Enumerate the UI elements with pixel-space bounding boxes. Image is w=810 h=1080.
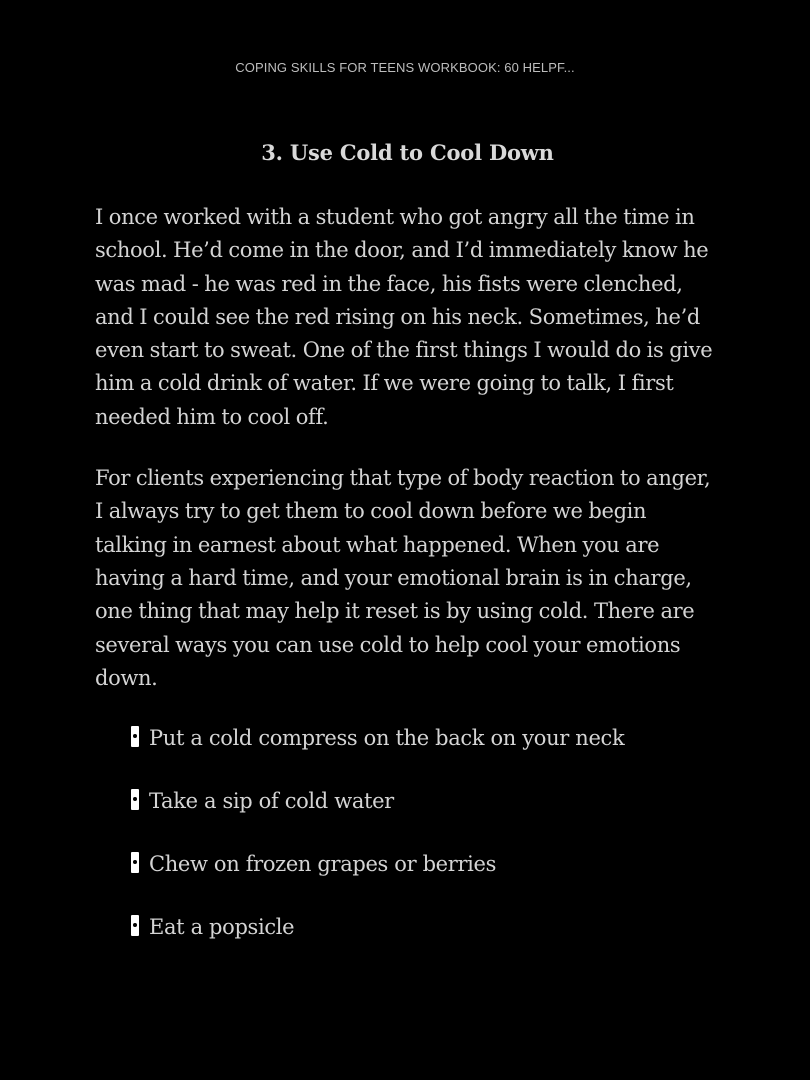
- bullet-icon: [131, 726, 139, 747]
- list-item-text: Eat a popsicle: [149, 915, 295, 940]
- body-paragraph-2: For clients experiencing that type of body reaction to anger, I always try to get them to cool down before we begin talking in earnest about what happened. When you are having a hard time, and your emotional brain is in charge, one thing that may help it reset is by using cold. There are several ways you can use cold to help cool your emotions down.: [95, 466, 711, 690]
- list-item-text: Chew on frozen grapes or berries: [149, 852, 497, 877]
- list-item: [131, 849, 720, 879]
- bullet-icon: [131, 789, 139, 810]
- bullet-icon: [131, 852, 139, 873]
- list-item: [131, 912, 720, 942]
- running-header-book-title: COPING SKILLS FOR TEENS WORKBOOK: 60 HELPF...: [235, 60, 575, 75]
- chapter-title: 3. Use Cold to Cool Down: [261, 140, 554, 165]
- list-item-text: Take a sip of cold water: [149, 789, 394, 814]
- bullet-icon: [131, 915, 139, 936]
- body-paragraph-1: I once worked with a student who got angry all the time in school. He’d come in the door, and I’d immediately know he was mad - he was red in the face, his fists were clenched, and I could see the red rising on his neck. Sometimes, he’d even start to sweat. One of the first things I would do is give him a cold drink of water. If we were going to talk, I first needed him to cool off.: [95, 205, 713, 429]
- cooling-tips-list: [95, 723, 720, 942]
- list-item: [131, 723, 720, 753]
- reader-page: [95, 140, 720, 975]
- list-item-text: Put a cold compress on the back on your neck: [149, 726, 625, 751]
- list-item: [131, 786, 720, 816]
